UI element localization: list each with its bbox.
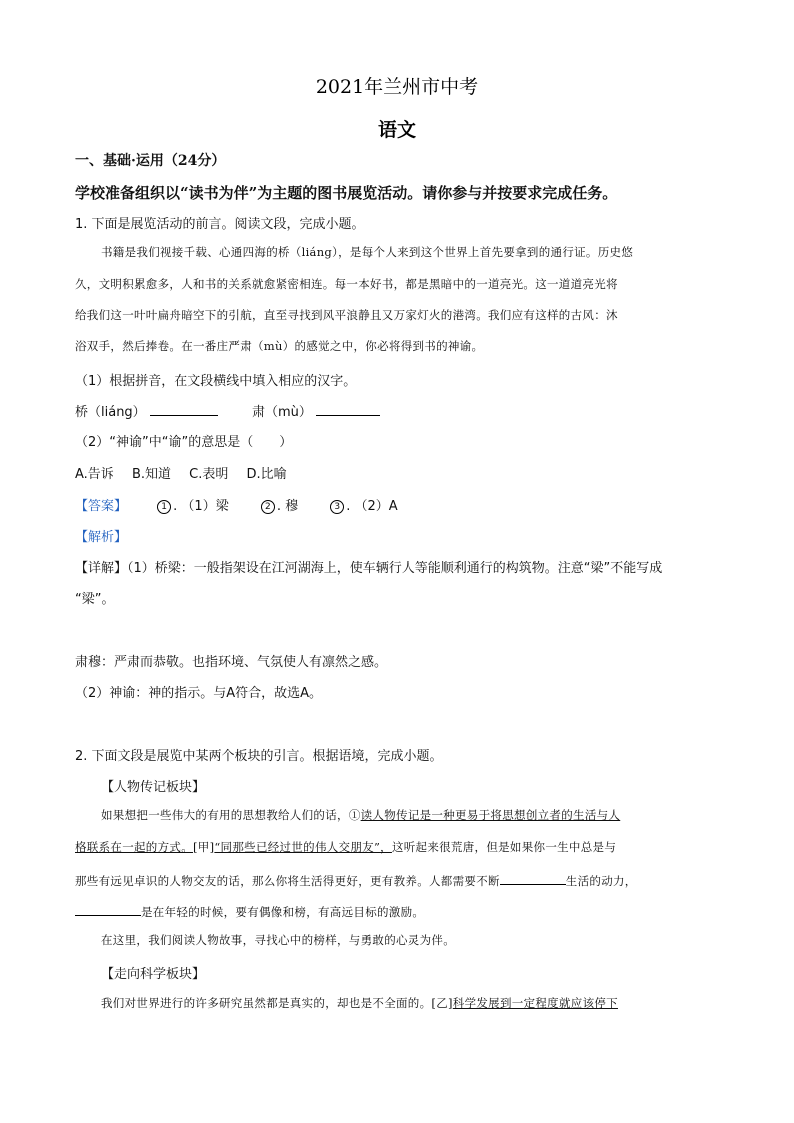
answer-blank[interactable] bbox=[75, 901, 141, 916]
analysis-label: 【解析】 bbox=[75, 530, 128, 545]
detail-line bbox=[75, 557, 662, 576]
subject-title: 语文 bbox=[377, 119, 416, 141]
marker-jia: [甲] bbox=[193, 840, 215, 854]
answer-label: 【答案】 bbox=[75, 499, 128, 514]
block-title: 【走向科学板块】 bbox=[101, 967, 206, 982]
block-title: 【人物传记板块】 bbox=[101, 780, 206, 795]
option-c[interactable]: C.表明 bbox=[189, 467, 229, 482]
detail-line: （2）神谕：神的指示。与A符合，故选A。 bbox=[75, 686, 323, 701]
circle-number: 2 bbox=[261, 500, 275, 514]
fill-blank-row bbox=[75, 401, 380, 420]
sub-question-2: （2）“神谕”中“谕”的意思是（ ） bbox=[75, 435, 293, 450]
answer-text: . （2）A bbox=[346, 499, 398, 514]
passage-line bbox=[75, 839, 616, 855]
fill-label-mu: 肃（mù） bbox=[251, 405, 312, 420]
passage-text: 如果想把一些伟大的有用的思想教给人们的话， bbox=[101, 808, 349, 822]
section-intro: 学校准备组织以“读书为伴”为主题的图书展览活动。请你参与并按要求完成任务。 bbox=[75, 184, 618, 202]
detail-text: （1）桥梁：一般指架设在江河湖海上，使车辆行人等能顺利通行的构筑物。注意“梁”不能写成 bbox=[127, 561, 663, 576]
passage-text: 那些有远见卓识的人物交友的话，那么你将生活得更好，更有教养。人都需要不断 bbox=[75, 874, 500, 888]
answer-blank[interactable] bbox=[500, 870, 566, 885]
answer-row bbox=[75, 495, 398, 514]
circle-number: 1 bbox=[157, 500, 171, 514]
question-2-stem: 2. 下面文段是展览中某两个板块的引言。根据语境，完成小题。 bbox=[75, 749, 443, 764]
underlined-sentence: 科学发展到一定程度就应该停下 bbox=[452, 996, 618, 1010]
answer-blank[interactable] bbox=[150, 401, 218, 416]
answer-blank[interactable] bbox=[316, 401, 380, 416]
sub-question-1: （1）根据拼音，在文段横线中填入相应的汉字。 bbox=[75, 374, 357, 389]
answer-item bbox=[259, 499, 302, 514]
passage-line: 久，文明积累愈多，人和书的关系就愈紧密相连。每一本好书，都是黑暗中的一道亮光。这一道道亮光将 bbox=[75, 277, 618, 291]
option-b[interactable]: B.知道 bbox=[131, 467, 172, 482]
underlined-sentence: 格联系在一起的方式。 bbox=[75, 840, 193, 854]
passage-text: 是在年轻的时候，要有偶像和榜，有高远目标的激励。 bbox=[141, 905, 425, 919]
answer-text: . （1）梁 bbox=[173, 499, 229, 514]
options-row bbox=[75, 463, 287, 482]
exam-title: 2021年兰州市中考 bbox=[315, 76, 479, 98]
passage-text: 这听起来很荒唐，但是如果你一生中总是与 bbox=[391, 840, 617, 854]
fill-label-liang: 桥（liáng） bbox=[75, 405, 146, 420]
passage-line bbox=[101, 807, 620, 823]
marker-number: ① bbox=[348, 808, 361, 822]
passage-line: 给我们这一叶叶扁舟暗空下的引航，直至寻找到风平浪静且又万家灯火的港湾。我们应有这样的古风：沐 bbox=[75, 308, 618, 322]
detail-label: 【详解】 bbox=[75, 561, 128, 576]
passage-line bbox=[75, 901, 424, 920]
detail-line: 肃穆：严肃而恭敬。也指环境、气氛使人有凛然之感。 bbox=[75, 655, 388, 670]
passage-text: 生活的动力， bbox=[565, 874, 637, 888]
circle-number: 3 bbox=[330, 500, 344, 514]
passage-text: 我们对世界进行的许多研究虽然都是真实的，却也是不全面的。 bbox=[101, 996, 432, 1010]
underlined-sentence: 读人物传记是一种更易于将思想创立者的生活与人 bbox=[360, 808, 621, 822]
passage-line: 在这里，我们阅读人物故事，寻找心中的榜样，与勇敢的心灵为伴。 bbox=[101, 933, 455, 947]
detail-line: “梁”。 bbox=[75, 592, 115, 607]
passage-line bbox=[101, 995, 618, 1011]
answer-text: . 穆 bbox=[276, 499, 299, 514]
answer-item bbox=[155, 499, 233, 514]
question-1-stem: 1. 下面是展览活动的前言。阅读文段，完成小题。 bbox=[75, 217, 365, 232]
passage-line: 浴双手，然后捧卷。在一番庄严肃（mù）的感觉之中，你必将得到书的神谕。 bbox=[75, 339, 484, 353]
option-a[interactable]: A.告诉 bbox=[75, 467, 114, 482]
section-heading: 一、基础·运用（24分） bbox=[75, 153, 226, 169]
passage-line bbox=[75, 870, 637, 889]
passage-line: 书籍是我们视接千载、心通四海的桥（liáng），是每个人来到这个世界上首先要拿到的通行证。历史悠 bbox=[101, 245, 634, 259]
option-d[interactable]: D.比喻 bbox=[246, 467, 287, 482]
underlined-sentence: “同那些已经过世的伟人交朋友”， bbox=[214, 840, 392, 854]
marker-yi: [乙] bbox=[431, 996, 453, 1010]
answer-item bbox=[328, 499, 397, 514]
